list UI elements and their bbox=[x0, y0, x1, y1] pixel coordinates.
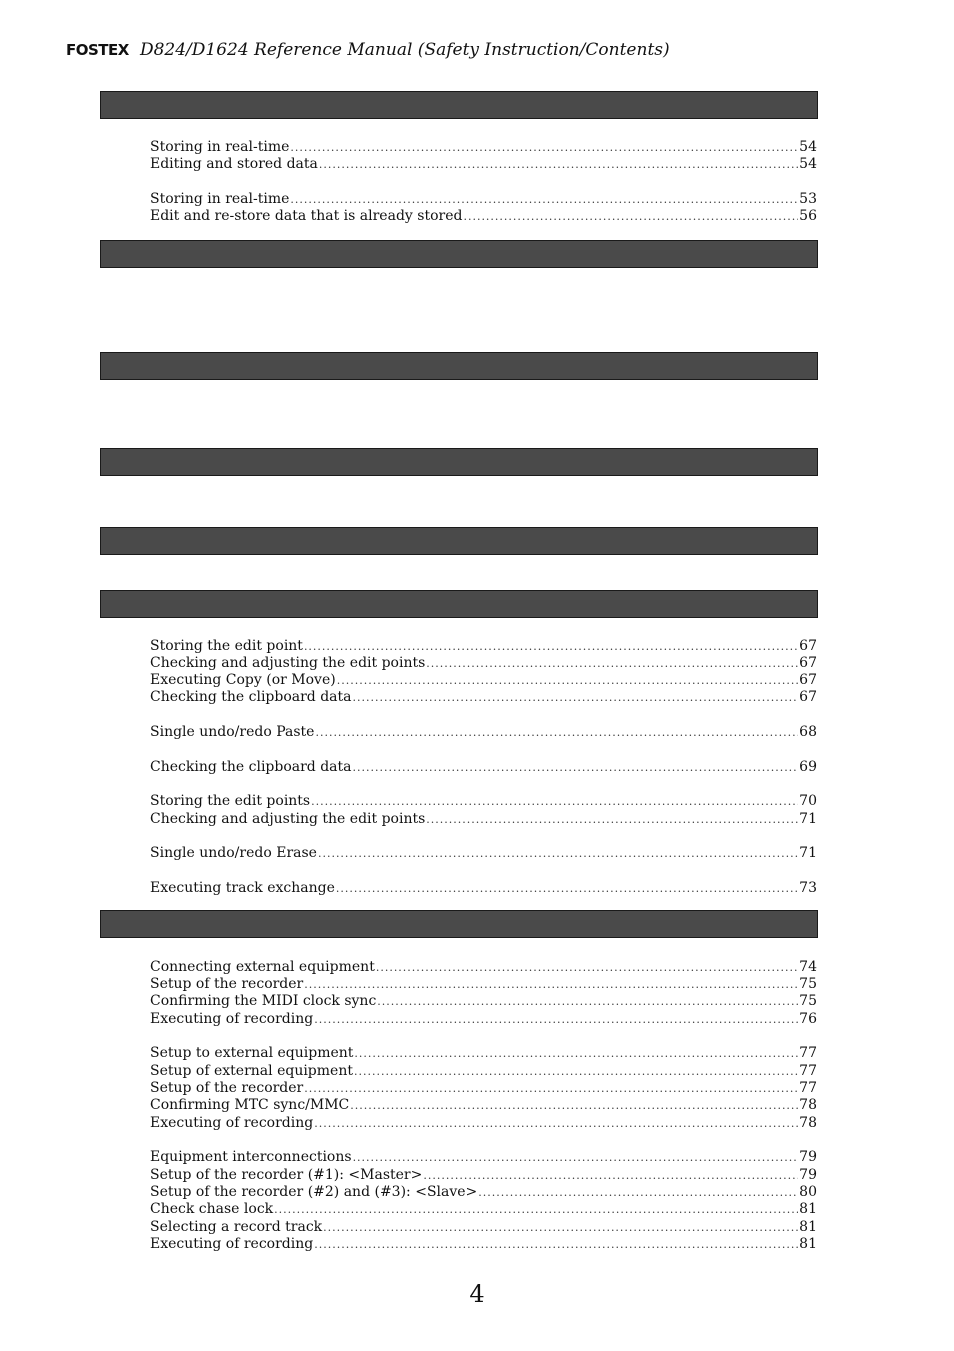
dot-leader bbox=[350, 1097, 798, 1114]
toc-entry-title: Setup of the recorder (#1): <Master> bbox=[150, 1167, 423, 1183]
toc-entry-title: Connecting external equipment bbox=[150, 959, 375, 975]
toc-entry-page: 81 bbox=[799, 1236, 817, 1252]
dot-leader bbox=[376, 959, 798, 976]
toc-entry-page: 76 bbox=[799, 1011, 817, 1027]
toc-entry[interactable] bbox=[150, 139, 817, 156]
toc-entry-page: 73 bbox=[799, 880, 817, 896]
toc-entry-page: 77 bbox=[799, 1080, 817, 1096]
toc-entry-page: 78 bbox=[799, 1097, 817, 1113]
toc-entry-title: Executing of recording bbox=[150, 1011, 314, 1027]
toc-entry-page: 79 bbox=[799, 1167, 817, 1183]
toc-entry-page: 67 bbox=[799, 655, 817, 671]
dot-leader bbox=[304, 976, 798, 993]
toc-entry[interactable] bbox=[150, 959, 817, 976]
toc-entry-title: Executing of recording bbox=[150, 1115, 314, 1131]
toc-entry[interactable] bbox=[150, 880, 817, 897]
page-header bbox=[66, 40, 670, 68]
dot-leader bbox=[353, 1149, 799, 1166]
section-bar bbox=[100, 352, 818, 380]
toc-entry-page: 69 bbox=[799, 759, 817, 775]
toc-entry-title: Storing the edit point bbox=[150, 638, 303, 654]
toc-entry-title: Checking the clipboard data bbox=[150, 689, 352, 705]
toc-entry-title: Storing the edit points bbox=[150, 793, 311, 809]
section-bar bbox=[100, 91, 818, 119]
dot-leader bbox=[353, 759, 799, 776]
toc-entry[interactable] bbox=[150, 1011, 817, 1028]
dot-leader bbox=[426, 655, 798, 672]
section-bar bbox=[100, 448, 818, 476]
dot-leader bbox=[319, 156, 798, 173]
toc-entry[interactable] bbox=[150, 689, 817, 706]
toc-entry[interactable] bbox=[150, 1115, 817, 1132]
toc-entry[interactable] bbox=[150, 1219, 817, 1236]
toc-entry[interactable] bbox=[150, 993, 817, 1010]
dot-leader bbox=[354, 1063, 798, 1080]
toc-entry-page: 53 bbox=[799, 191, 817, 207]
section-bar bbox=[100, 240, 818, 268]
toc-entry-page: 79 bbox=[799, 1149, 817, 1165]
toc-entry-title: Executing track exchange bbox=[150, 880, 335, 896]
dot-leader bbox=[354, 1045, 798, 1062]
toc-entry[interactable] bbox=[150, 156, 817, 173]
toc-entry[interactable] bbox=[150, 1236, 817, 1253]
toc-entry-title: Single undo/redo Paste bbox=[150, 724, 315, 740]
toc-entry[interactable] bbox=[150, 1149, 817, 1166]
toc-entry[interactable] bbox=[150, 976, 817, 993]
toc-entry-page: 54 bbox=[799, 139, 817, 155]
toc-entry-title: Setup of the recorder bbox=[150, 1080, 304, 1096]
toc-entry-page: 70 bbox=[799, 793, 817, 809]
toc-entry[interactable] bbox=[150, 1097, 817, 1114]
toc-entry-title: Edit and re-store data that is already stored bbox=[150, 208, 463, 224]
page-number: 4 bbox=[469, 1280, 485, 1308]
dot-leader bbox=[426, 811, 798, 828]
toc-entry-title: Setup of the recorder (#2) and (#3): <Slave> bbox=[150, 1184, 478, 1200]
toc-entry-title: Confirming the MIDI clock sync bbox=[150, 993, 377, 1009]
toc-entry-page: 67 bbox=[799, 672, 817, 688]
toc-entry[interactable] bbox=[150, 1184, 817, 1201]
toc-entry-title: Setup of the recorder bbox=[150, 976, 304, 992]
toc-entry-page: 77 bbox=[799, 1045, 817, 1061]
toc-entry[interactable] bbox=[150, 793, 817, 810]
toc-entry-title: Checking and adjusting the edit points bbox=[150, 655, 426, 671]
dot-leader bbox=[353, 689, 799, 706]
toc-entry-title: Selecting a record track bbox=[150, 1219, 323, 1235]
toc-entry-page: 78 bbox=[799, 1115, 817, 1131]
toc-entry-page: 54 bbox=[799, 156, 817, 172]
dot-leader bbox=[314, 1011, 798, 1028]
toc-entry-title: Checking the clipboard data bbox=[150, 759, 352, 775]
toc-entry-page: 75 bbox=[799, 976, 817, 992]
toc-entry-title: Executing Copy (or Move) bbox=[150, 672, 336, 688]
toc-entry-page: 81 bbox=[799, 1201, 817, 1217]
dot-leader bbox=[318, 845, 798, 862]
toc-entry[interactable] bbox=[150, 1167, 817, 1184]
toc-entry-page: 71 bbox=[799, 845, 817, 861]
dot-leader bbox=[423, 1167, 798, 1184]
toc-entry[interactable] bbox=[150, 811, 817, 828]
toc-entry-page: 71 bbox=[799, 811, 817, 827]
toc-entry[interactable] bbox=[150, 1045, 817, 1062]
toc-entry-page: 67 bbox=[799, 638, 817, 654]
dot-leader bbox=[315, 724, 798, 741]
toc-entry[interactable] bbox=[150, 1080, 817, 1097]
dot-leader bbox=[304, 1080, 798, 1097]
toc-entry-title: Editing and stored data bbox=[150, 156, 318, 172]
toc-entry-page: 56 bbox=[799, 208, 817, 224]
toc-entry[interactable] bbox=[150, 638, 817, 655]
toc-entry-title: Executing of recording bbox=[150, 1236, 314, 1252]
brand-logo: FOSTEX bbox=[66, 41, 129, 59]
toc-entry[interactable] bbox=[150, 1063, 817, 1080]
dot-leader bbox=[311, 793, 798, 810]
dot-leader bbox=[463, 208, 798, 225]
toc-entry[interactable] bbox=[150, 724, 817, 741]
toc-entry-title: Single undo/redo Erase bbox=[150, 845, 317, 861]
dot-leader bbox=[314, 1236, 798, 1253]
toc-entry-page: 67 bbox=[799, 689, 817, 705]
toc-entry[interactable] bbox=[150, 1201, 817, 1218]
dot-leader bbox=[377, 993, 798, 1010]
toc-entry-page: 68 bbox=[799, 724, 817, 740]
toc-entry-title: Check chase lock bbox=[150, 1201, 274, 1217]
toc-entry-page: 77 bbox=[799, 1063, 817, 1079]
dot-leader bbox=[304, 638, 798, 655]
toc-entry-title: Setup of external equipment bbox=[150, 1063, 353, 1079]
toc-entry[interactable] bbox=[150, 191, 817, 208]
dot-leader bbox=[336, 880, 798, 897]
dot-leader bbox=[290, 139, 798, 156]
toc-entry-title: Storing in real-time bbox=[150, 139, 290, 155]
toc-entry[interactable] bbox=[150, 655, 817, 672]
toc-entry-title: Checking and adjusting the edit points bbox=[150, 811, 426, 827]
dot-leader bbox=[274, 1201, 798, 1218]
dot-leader bbox=[323, 1219, 798, 1236]
dot-leader bbox=[337, 672, 798, 689]
document-title: D824/D1624 Reference Manual (Safety Instruction/Contents) bbox=[139, 40, 670, 60]
toc-entry[interactable] bbox=[150, 845, 817, 862]
toc-entry-title: Confirming MTC sync/MMC bbox=[150, 1097, 350, 1113]
dot-leader bbox=[478, 1184, 798, 1201]
toc-entry-page: 75 bbox=[799, 993, 817, 1009]
toc-entry-title: Setup to external equipment bbox=[150, 1045, 354, 1061]
toc-entry[interactable] bbox=[150, 672, 817, 689]
toc-entry-page: 81 bbox=[799, 1219, 817, 1235]
toc-entry-title: Equipment interconnections bbox=[150, 1149, 352, 1165]
section-bar bbox=[100, 527, 818, 555]
toc-entry[interactable] bbox=[150, 208, 817, 225]
section-bar bbox=[100, 590, 818, 618]
toc-entry-title: Storing in real-time bbox=[150, 191, 290, 207]
toc-entry-page: 80 bbox=[799, 1184, 817, 1200]
section-bar bbox=[100, 910, 818, 938]
toc-entry[interactable] bbox=[150, 759, 817, 776]
dot-leader bbox=[314, 1115, 798, 1132]
toc-entry-page: 74 bbox=[799, 959, 817, 975]
dot-leader bbox=[290, 191, 798, 208]
